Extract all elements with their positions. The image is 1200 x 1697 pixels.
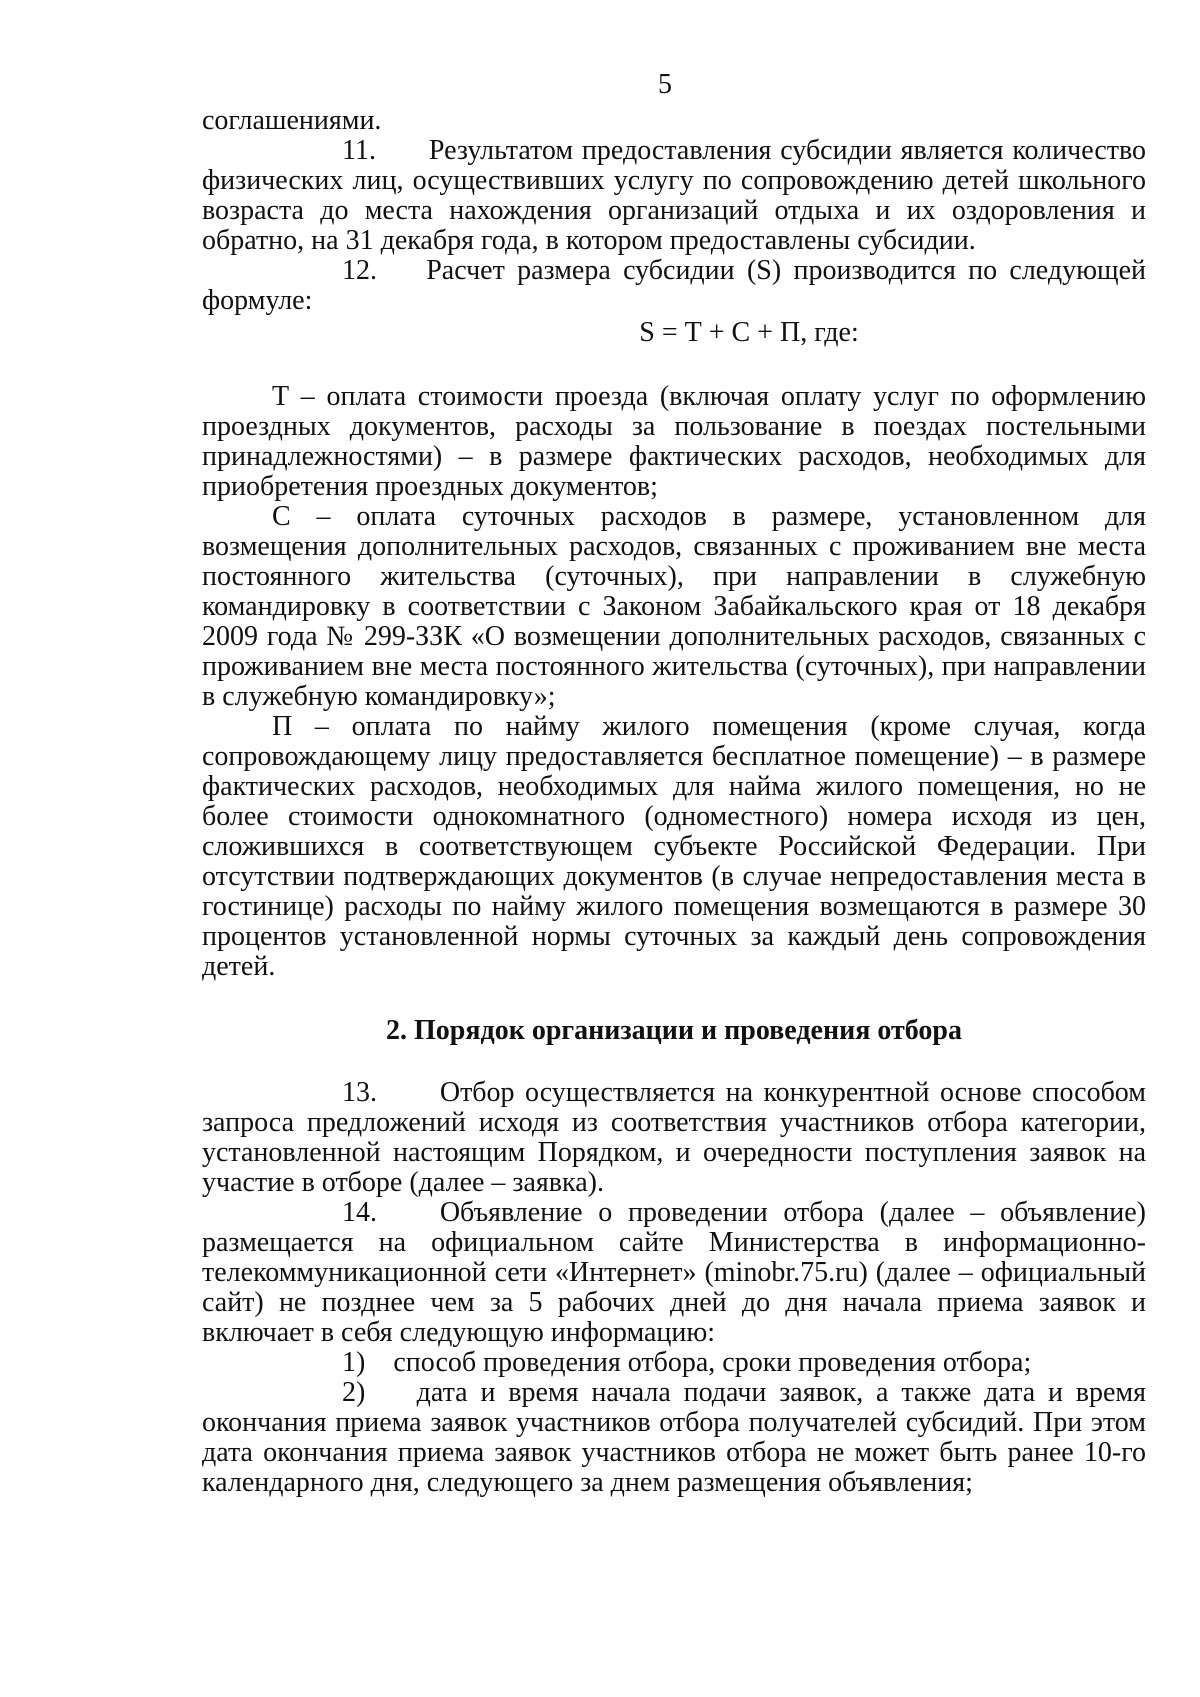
list-item-number: 1)	[342, 1347, 366, 1378]
definition-c: С – оплата суточных расходов в размере, установленном для возмещения дополнительных расходов, связанных с проживанием вне места постоянного жительства (суточных), при направлении в служебную командировку в соответствии с Законом Забайкальского края от 18 декабря 2009 года № 299-ЗЗК «О возмещении дополнительных расходов, связанных с проживанием вне места постоянного жительства (суточных), при направлении в служебную командировку»;	[202, 501, 1146, 712]
list-item-2	[202, 1378, 1146, 1498]
paragraph-continuation: соглашениями.	[202, 105, 382, 136]
list-item-number: 2)	[342, 1377, 366, 1408]
list-item-1	[202, 1348, 1146, 1378]
paragraph-11	[202, 136, 1146, 256]
page-number: 5	[658, 69, 672, 100]
paragraph-number: 13.	[342, 1077, 377, 1108]
formula: S = Т + С + П, где:	[639, 317, 859, 348]
paragraph-number: 12.	[342, 255, 377, 286]
paragraph-number: 11.	[342, 135, 376, 166]
paragraph-14	[202, 1198, 1146, 1348]
definition-p: П – оплата по найму жилого помещения (кроме случая, когда сопровождающему лицу предоставляется бесплатное помещение) – в размере фактических расходов, необходимых для найма жилого помещения, но не более стоимости однокомнатного (одноместного) номера исходя из цен, сложившихся в соответствующем субъекте Российской Федерации. При отсутствии подтверждающих документов (в случае непредоставления места в гостинице) расходы по найму жилого помещения возмещаются в размере 30 процентов установленной нормы суточных за каждый день сопровождения детей.	[202, 711, 1146, 982]
list-item-text: способ проведения отбора, сроки проведения отбора;	[393, 1347, 1032, 1378]
paragraph-text: Результатом предоставления субсидии является количество физических лиц, осуществивших услугу по сопровождению детей школьного возраста до места нахождения организаций отдыха и их оздоровления и обратно, на 31 декабря года, в котором предоставлены субсидии.	[202, 135, 1147, 256]
definition-t: Т – оплата стоимости проезда (включая оплату услуг по оформлению проездных документов, расходы за пользование в поездах постельными принадлежностями) – в размере фактических расходов, необходимых для приобретения проездных документов;	[202, 381, 1146, 502]
paragraph-number: 14.	[342, 1197, 377, 1228]
section-title: 2. Порядок организации и проведения отбора	[386, 1015, 962, 1046]
paragraph-text: Отбор осуществляется на конкурентной основе способом запроса предложений исходя из соответствия участников отбора категории, установленной настоящим Порядком, и очередности поступления заявок на участие в отборе (далее – заявка).	[202, 1077, 1146, 1198]
paragraph-text: Объявление о проведении отбора (далее – объявление) размещается на официальном сайте Министерства в информационно-телекоммуникационной сети «Интернет» (minobr.75.ru) (далее – официальный сайт) не позднее чем за 5 рабочих дней до дня начала приема заявок и включает в себя следующую информацию:	[202, 1197, 1147, 1348]
paragraph-13	[202, 1078, 1146, 1198]
paragraph-text: Расчет размера субсидии (S) производится по следующей формуле:	[202, 255, 1147, 316]
paragraph-12	[202, 256, 1146, 316]
document-body	[202, 106, 1146, 1498]
list-item-text: дата и время начала подачи заявок, а также дата и время окончания приема заявок участников отбора получателей субсидий. При этом дата окончания приема заявок участников отбора не может быть ранее 10-го календарного дня, следующего за днем размещения объявления;	[202, 1377, 1147, 1498]
